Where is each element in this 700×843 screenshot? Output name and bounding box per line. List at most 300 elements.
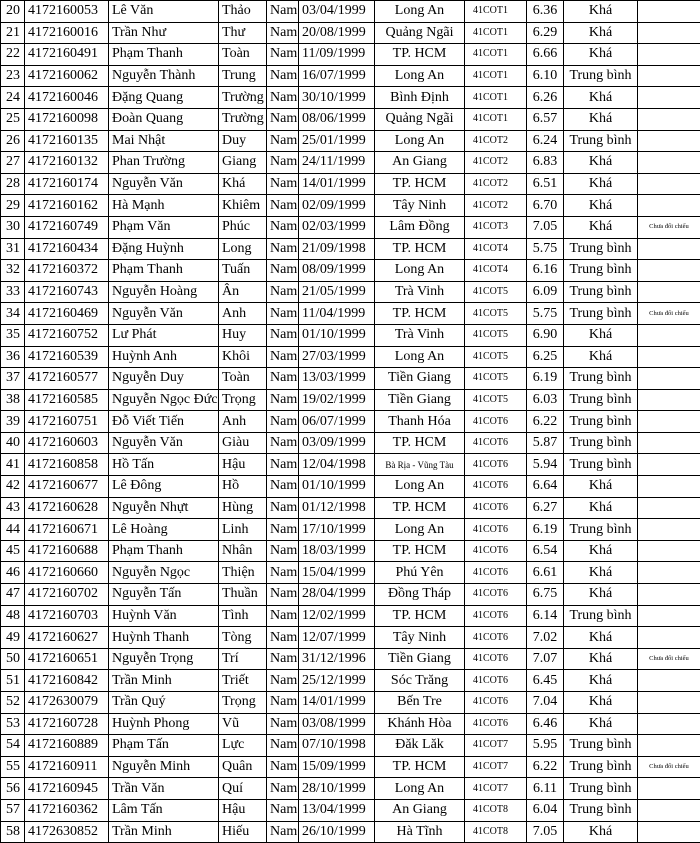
gender-cell: Nam — [267, 799, 299, 821]
row-number-cell: 35 — [1, 324, 25, 346]
student-id-cell: 4172160749 — [25, 216, 109, 238]
hometown-cell: Bến Tre — [375, 692, 465, 714]
last-middle-name-cell: Đặng Huỳnh — [109, 238, 219, 260]
class-code-cell: 41COT1 — [465, 44, 527, 66]
birth-date-cell: 02/03/1999 — [299, 216, 375, 238]
last-middle-name-cell: Phan Trường — [109, 152, 219, 174]
hometown-cell: TP. HCM — [375, 756, 465, 778]
gender-cell: Nam — [267, 562, 299, 584]
classification-cell: Trung bình — [564, 411, 638, 433]
classification-cell: Khá — [564, 540, 638, 562]
student-id-cell: 4172160046 — [25, 87, 109, 109]
note-cell — [638, 605, 700, 627]
birth-date-cell: 16/07/1999 — [299, 65, 375, 87]
student-id-cell: 4172160491 — [25, 44, 109, 66]
gender-cell: Nam — [267, 173, 299, 195]
student-id-cell: 4172160651 — [25, 648, 109, 670]
note-cell — [638, 735, 700, 757]
class-code-cell: 41COT6 — [465, 584, 527, 606]
gender-cell: Nam — [267, 152, 299, 174]
first-name-cell: Thiện — [219, 562, 267, 584]
birth-date-cell: 25/12/1999 — [299, 670, 375, 692]
gender-cell: Nam — [267, 821, 299, 843]
row-number-cell: 22 — [1, 44, 25, 66]
table-row — [1, 692, 700, 714]
gender-cell: Nam — [267, 454, 299, 476]
class-code-cell: 41COT1 — [465, 22, 527, 44]
table-row — [1, 281, 700, 303]
birth-date-cell: 01/12/1998 — [299, 497, 375, 519]
classification-cell: Khá — [564, 648, 638, 670]
student-id-cell: 4172160539 — [25, 346, 109, 368]
student-id-cell: 4172630852 — [25, 821, 109, 843]
note-cell — [638, 799, 700, 821]
last-middle-name-cell: Trần Minh — [109, 670, 219, 692]
hometown-cell: TP. HCM — [375, 303, 465, 325]
note-cell — [638, 497, 700, 519]
last-middle-name-cell: Phạm Thanh — [109, 540, 219, 562]
last-middle-name-cell: Nguyễn Trọng — [109, 648, 219, 670]
classification-cell: Trung bình — [564, 238, 638, 260]
gender-cell: Nam — [267, 195, 299, 217]
gpa-cell: 6.61 — [527, 562, 564, 584]
class-code-cell: 41COT6 — [465, 497, 527, 519]
classification-cell: Khá — [564, 562, 638, 584]
hometown-cell: Đồng Tháp — [375, 584, 465, 606]
last-middle-name-cell: Huỳnh Anh — [109, 346, 219, 368]
birth-date-cell: 18/03/1999 — [299, 540, 375, 562]
student-id-cell: 4172160702 — [25, 584, 109, 606]
student-id-cell: 4172160751 — [25, 411, 109, 433]
table-row — [1, 519, 700, 541]
hometown-cell: Quảng Ngãi — [375, 22, 465, 44]
gender-cell: Nam — [267, 605, 299, 627]
note-cell — [638, 692, 700, 714]
gender-cell: Nam — [267, 22, 299, 44]
gender-cell: Nam — [267, 584, 299, 606]
gender-cell: Nam — [267, 368, 299, 390]
hometown-cell: TP. HCM — [375, 497, 465, 519]
gpa-cell: 5.75 — [527, 238, 564, 260]
last-middle-name-cell: Nguyễn Duy — [109, 368, 219, 390]
gpa-cell: 7.07 — [527, 648, 564, 670]
birth-date-cell: 11/09/1999 — [299, 44, 375, 66]
table-row — [1, 108, 700, 130]
note-cell — [638, 368, 700, 390]
gpa-cell: 6.03 — [527, 389, 564, 411]
row-number-cell: 47 — [1, 584, 25, 606]
table-row — [1, 152, 700, 174]
note-cell — [638, 195, 700, 217]
table-row — [1, 476, 700, 498]
last-middle-name-cell: Nguyễn Văn — [109, 432, 219, 454]
note-cell — [638, 778, 700, 800]
gpa-cell: 6.57 — [527, 108, 564, 130]
classification-cell: Khá — [564, 584, 638, 606]
note-cell — [638, 281, 700, 303]
gender-cell: Nam — [267, 108, 299, 130]
classification-cell: Trung bình — [564, 130, 638, 152]
classification-cell: Khá — [564, 627, 638, 649]
last-middle-name-cell: Nguyễn Thành — [109, 65, 219, 87]
student-id-cell: 4172160016 — [25, 22, 109, 44]
last-middle-name-cell: Lâm Tấn — [109, 799, 219, 821]
gpa-cell: 6.10 — [527, 65, 564, 87]
classification-cell: Khá — [564, 195, 638, 217]
row-number-cell: 40 — [1, 432, 25, 454]
first-name-cell: Quân — [219, 756, 267, 778]
row-number-cell: 38 — [1, 389, 25, 411]
hometown-cell: Trà Vinh — [375, 281, 465, 303]
gender-cell: Nam — [267, 1, 299, 23]
gpa-cell: 6.14 — [527, 605, 564, 627]
classification-cell: Khá — [564, 173, 638, 195]
table-row — [1, 65, 700, 87]
last-middle-name-cell: Trần Như — [109, 22, 219, 44]
gpa-cell: 6.54 — [527, 540, 564, 562]
gender-cell: Nam — [267, 281, 299, 303]
student-id-cell: 4172160671 — [25, 519, 109, 541]
first-name-cell: Ân — [219, 281, 267, 303]
table-row — [1, 648, 700, 670]
first-name-cell: Huy — [219, 324, 267, 346]
last-middle-name-cell: Nguyễn Văn — [109, 173, 219, 195]
birth-date-cell: 08/09/1999 — [299, 260, 375, 282]
note-cell — [638, 670, 700, 692]
classification-cell: Trung bình — [564, 454, 638, 476]
row-number-cell: 46 — [1, 562, 25, 584]
note-cell — [638, 627, 700, 649]
gpa-cell: 5.94 — [527, 454, 564, 476]
birth-date-cell: 12/02/1999 — [299, 605, 375, 627]
student-id-cell: 4172160889 — [25, 735, 109, 757]
student-id-cell: 4172160911 — [25, 756, 109, 778]
classification-cell: Trung bình — [564, 389, 638, 411]
hometown-cell: Hà Tĩnh — [375, 821, 465, 843]
gpa-cell: 6.27 — [527, 497, 564, 519]
classification-cell: Khá — [564, 497, 638, 519]
last-middle-name-cell: Lê Đông — [109, 476, 219, 498]
note-cell — [638, 476, 700, 498]
classification-cell: Trung bình — [564, 260, 638, 282]
classification-cell: Trung bình — [564, 281, 638, 303]
student-id-cell: 4172160372 — [25, 260, 109, 282]
classification-cell: Khá — [564, 22, 638, 44]
table-row — [1, 584, 700, 606]
table-row — [1, 173, 700, 195]
hometown-cell: TP. HCM — [375, 540, 465, 562]
birth-date-cell: 13/04/1999 — [299, 799, 375, 821]
first-name-cell: Anh — [219, 303, 267, 325]
first-name-cell: Duy — [219, 130, 267, 152]
student-id-cell: 4172630079 — [25, 692, 109, 714]
row-number-cell: 56 — [1, 778, 25, 800]
student-id-cell: 4172160603 — [25, 432, 109, 454]
first-name-cell: Hậu — [219, 454, 267, 476]
class-code-cell: 41COT6 — [465, 540, 527, 562]
gpa-cell: 6.75 — [527, 584, 564, 606]
last-middle-name-cell: Lư Phát — [109, 324, 219, 346]
last-middle-name-cell: Nguyễn Nhựt — [109, 497, 219, 519]
note-cell — [638, 584, 700, 606]
last-middle-name-cell: Phạm Tấn — [109, 735, 219, 757]
student-id-cell: 4172160752 — [25, 324, 109, 346]
birth-date-cell: 19/02/1999 — [299, 389, 375, 411]
birth-date-cell: 14/01/1999 — [299, 173, 375, 195]
table-row — [1, 389, 700, 411]
table-row — [1, 821, 700, 843]
first-name-cell: Lực — [219, 735, 267, 757]
hometown-cell: Tây Ninh — [375, 627, 465, 649]
row-number-cell: 45 — [1, 540, 25, 562]
last-middle-name-cell: Trần Quý — [109, 692, 219, 714]
classification-cell: Khá — [564, 692, 638, 714]
birth-date-cell: 28/04/1999 — [299, 584, 375, 606]
hometown-cell: Phú Yên — [375, 562, 465, 584]
classification-cell: Trung bình — [564, 799, 638, 821]
gender-cell: Nam — [267, 497, 299, 519]
birth-date-cell: 12/07/1999 — [299, 627, 375, 649]
gender-cell: Nam — [267, 519, 299, 541]
note-cell — [638, 562, 700, 584]
birth-date-cell: 30/10/1999 — [299, 87, 375, 109]
birth-date-cell: 07/10/1998 — [299, 735, 375, 757]
student-id-cell: 4172160660 — [25, 562, 109, 584]
table-row — [1, 1, 700, 23]
classification-cell: Khá — [564, 87, 638, 109]
student-id-cell: 4172160362 — [25, 799, 109, 821]
gpa-cell: 5.95 — [527, 735, 564, 757]
student-id-cell: 4172160469 — [25, 303, 109, 325]
table-row — [1, 22, 700, 44]
hometown-cell: Long An — [375, 778, 465, 800]
gpa-cell: 6.90 — [527, 324, 564, 346]
table-row — [1, 368, 700, 390]
classification-cell: Khá — [564, 476, 638, 498]
gender-cell: Nam — [267, 44, 299, 66]
gpa-cell: 7.05 — [527, 821, 564, 843]
row-number-cell: 36 — [1, 346, 25, 368]
row-number-cell: 29 — [1, 195, 25, 217]
row-number-cell: 41 — [1, 454, 25, 476]
table-row — [1, 713, 700, 735]
first-name-cell: Trường — [219, 108, 267, 130]
student-id-cell: 4172160858 — [25, 454, 109, 476]
gender-cell: Nam — [267, 670, 299, 692]
classification-cell: Trung bình — [564, 432, 638, 454]
student-id-cell: 4172160053 — [25, 1, 109, 23]
last-middle-name-cell: Đặng Quang — [109, 87, 219, 109]
row-number-cell: 21 — [1, 22, 25, 44]
first-name-cell: Hiếu — [219, 821, 267, 843]
gender-cell: Nam — [267, 87, 299, 109]
gpa-cell: 6.46 — [527, 713, 564, 735]
row-number-cell: 51 — [1, 670, 25, 692]
class-code-cell: 41COT6 — [465, 454, 527, 476]
first-name-cell: Triết — [219, 670, 267, 692]
note-cell — [638, 346, 700, 368]
row-number-cell: 44 — [1, 519, 25, 541]
last-middle-name-cell: Trần Minh — [109, 821, 219, 843]
hometown-cell: Sóc Trăng — [375, 670, 465, 692]
last-middle-name-cell: Lê Hoàng — [109, 519, 219, 541]
class-code-cell: 41COT6 — [465, 648, 527, 670]
gpa-cell: 7.02 — [527, 627, 564, 649]
first-name-cell: Nhân — [219, 540, 267, 562]
birth-date-cell: 21/09/1998 — [299, 238, 375, 260]
gender-cell: Nam — [267, 735, 299, 757]
birth-date-cell: 25/01/1999 — [299, 130, 375, 152]
last-middle-name-cell: Hà Mạnh — [109, 195, 219, 217]
row-number-cell: 20 — [1, 1, 25, 23]
class-code-cell: 41COT2 — [465, 195, 527, 217]
gender-cell: Nam — [267, 692, 299, 714]
classification-cell: Khá — [564, 713, 638, 735]
classification-cell: Trung bình — [564, 368, 638, 390]
table-row — [1, 735, 700, 757]
row-number-cell: 58 — [1, 821, 25, 843]
first-name-cell: Hậu — [219, 799, 267, 821]
student-id-cell: 4172160677 — [25, 476, 109, 498]
gender-cell: Nam — [267, 648, 299, 670]
gender-cell: Nam — [267, 238, 299, 260]
table-row — [1, 195, 700, 217]
row-number-cell: 23 — [1, 65, 25, 87]
last-middle-name-cell: Nguyễn Tấn — [109, 584, 219, 606]
row-number-cell: 48 — [1, 605, 25, 627]
class-code-cell: 41COT1 — [465, 65, 527, 87]
student-id-cell: 4172160062 — [25, 65, 109, 87]
table-body — [1, 1, 700, 843]
birth-date-cell: 03/08/1999 — [299, 713, 375, 735]
gender-cell: Nam — [267, 346, 299, 368]
gpa-cell: 6.19 — [527, 519, 564, 541]
class-code-cell: 41COT8 — [465, 799, 527, 821]
birth-date-cell: 28/10/1999 — [299, 778, 375, 800]
last-middle-name-cell: Huỳnh Văn — [109, 605, 219, 627]
table-row — [1, 756, 700, 778]
first-name-cell: Thuần — [219, 584, 267, 606]
last-middle-name-cell: Nguyễn Hoàng — [109, 281, 219, 303]
last-middle-name-cell: Phạm Thanh — [109, 44, 219, 66]
class-code-cell: 41COT7 — [465, 756, 527, 778]
student-id-cell: 4172160162 — [25, 195, 109, 217]
note-cell — [638, 324, 700, 346]
table-row — [1, 454, 700, 476]
hometown-cell: An Giang — [375, 152, 465, 174]
class-code-cell: 41COT1 — [465, 1, 527, 23]
student-id-cell: 4172160132 — [25, 152, 109, 174]
hometown-cell: Thanh Hóa — [375, 411, 465, 433]
class-code-cell: 41COT6 — [465, 519, 527, 541]
first-name-cell: Toàn — [219, 368, 267, 390]
class-code-cell: 41COT6 — [465, 605, 527, 627]
class-code-cell: 41COT1 — [465, 87, 527, 109]
row-number-cell: 34 — [1, 303, 25, 325]
hometown-cell: An Giang — [375, 799, 465, 821]
first-name-cell: Phúc — [219, 216, 267, 238]
first-name-cell: Thảo — [219, 1, 267, 23]
gpa-cell: 6.19 — [527, 368, 564, 390]
gpa-cell: 6.26 — [527, 87, 564, 109]
birth-date-cell: 02/09/1999 — [299, 195, 375, 217]
last-middle-name-cell: Nguyễn Minh — [109, 756, 219, 778]
classification-cell: Khá — [564, 670, 638, 692]
last-middle-name-cell: Huỳnh Thanh — [109, 627, 219, 649]
gpa-cell: 6.29 — [527, 22, 564, 44]
gpa-cell: 6.11 — [527, 778, 564, 800]
hometown-cell: Trà Vinh — [375, 324, 465, 346]
first-name-cell: Hùng — [219, 497, 267, 519]
class-code-cell: 41COT7 — [465, 735, 527, 757]
class-code-cell: 41COT3 — [465, 216, 527, 238]
row-number-cell: 53 — [1, 713, 25, 735]
birth-date-cell: 21/05/1999 — [299, 281, 375, 303]
gender-cell: Nam — [267, 216, 299, 238]
note-cell: Chưa đối chiếu — [638, 648, 700, 670]
hometown-cell: Long An — [375, 1, 465, 23]
first-name-cell: Khá — [219, 173, 267, 195]
gpa-cell: 6.45 — [527, 670, 564, 692]
classification-cell: Khá — [564, 216, 638, 238]
student-id-cell: 4172160688 — [25, 540, 109, 562]
gpa-cell: 6.04 — [527, 799, 564, 821]
class-code-cell: 41COT6 — [465, 432, 527, 454]
first-name-cell: Tình — [219, 605, 267, 627]
classification-cell: Trung bình — [564, 65, 638, 87]
table-row — [1, 260, 700, 282]
gpa-cell: 6.70 — [527, 195, 564, 217]
row-number-cell: 27 — [1, 152, 25, 174]
note-cell — [638, 540, 700, 562]
note-cell — [638, 1, 700, 23]
table-row — [1, 216, 700, 238]
gpa-cell: 6.22 — [527, 756, 564, 778]
hometown-cell: Tây Ninh — [375, 195, 465, 217]
class-code-cell: 41COT2 — [465, 130, 527, 152]
first-name-cell: Giàu — [219, 432, 267, 454]
row-number-cell: 42 — [1, 476, 25, 498]
last-middle-name-cell: Mai Nhật — [109, 130, 219, 152]
student-id-cell: 4172160434 — [25, 238, 109, 260]
class-code-cell: 41COT4 — [465, 260, 527, 282]
hometown-cell: Long An — [375, 130, 465, 152]
classification-cell: Khá — [564, 44, 638, 66]
class-code-cell: 41COT8 — [465, 821, 527, 843]
gender-cell: Nam — [267, 260, 299, 282]
note-cell — [638, 713, 700, 735]
class-code-cell: 41COT5 — [465, 324, 527, 346]
gpa-cell: 6.25 — [527, 346, 564, 368]
row-number-cell: 37 — [1, 368, 25, 390]
hometown-cell: Long An — [375, 476, 465, 498]
gpa-cell: 6.66 — [527, 44, 564, 66]
birth-date-cell: 06/07/1999 — [299, 411, 375, 433]
gpa-cell: 7.05 — [527, 216, 564, 238]
class-code-cell: 41COT6 — [465, 692, 527, 714]
birth-date-cell: 20/08/1999 — [299, 22, 375, 44]
student-id-cell: 4172160135 — [25, 130, 109, 152]
class-code-cell: 41COT2 — [465, 152, 527, 174]
note-cell — [638, 152, 700, 174]
class-code-cell: 41COT6 — [465, 713, 527, 735]
row-number-cell: 50 — [1, 648, 25, 670]
gender-cell: Nam — [267, 756, 299, 778]
first-name-cell: Linh — [219, 519, 267, 541]
class-code-cell: 41COT4 — [465, 238, 527, 260]
table-row — [1, 44, 700, 66]
first-name-cell: Tòng — [219, 627, 267, 649]
